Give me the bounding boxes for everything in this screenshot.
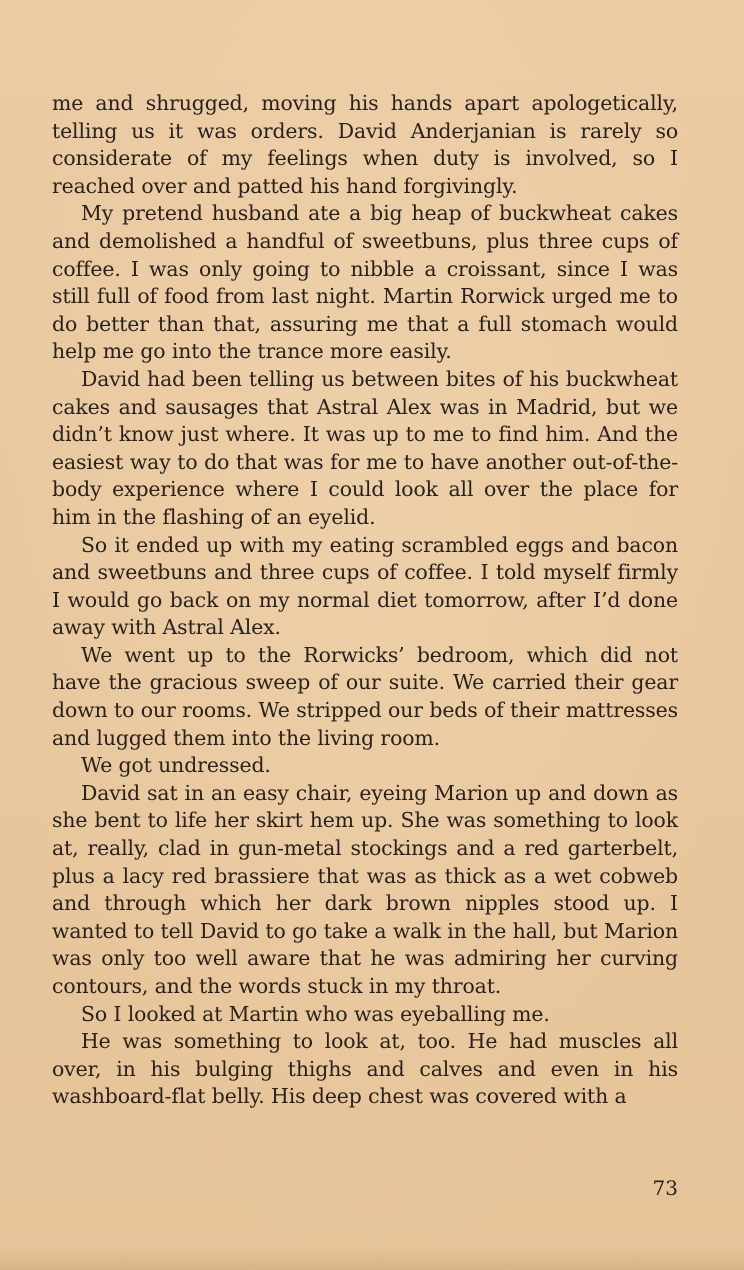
paragraph: me and shrugged, moving his hands apart apologetically, telling us it was orders. David Anderjanian is rarely so considerate of my feelings when duty is involved, so I reached over and patted his hand forgivingly.	[52, 91, 678, 198]
paragraph: So I looked at Martin who was eyeballing me.	[81, 1001, 550, 1026]
paragraph: David sat in an easy chair, eyeing Marion up and down as she bent to life her skirt hem up. She was something to look at, really, clad in gun-metal stockings and a red garterbelt, plus a lacy red brassiere that was as thick as a wet cobweb and through which her dark brown nipples stood up. I wanted to tell David to go take a walk in the hall, but Marion was only too well aware that he was admiring her curving contours, and the words stuck in my throat.	[52, 780, 678, 998]
page-body-text	[52, 90, 678, 1111]
paragraph: So it ended up with my eating scrambled eggs and bacon and sweetbuns and three cups of coffee. I told myself firmly I would go back on my normal diet tomorrow, after I’d done away with Astral Alex.	[52, 532, 678, 640]
paragraph: My pretend husband ate a big heap of buckwheat cakes and demolished a handful of sweetbuns, plus three cups of coffee. I was only going to nibble a croissant, since I was still full of food from last night. Martin Rorwick urged me to do better than that, assuring me that a full stomach would help me go into the trance more easily.	[52, 201, 678, 364]
paragraph: We went up to the Rorwicks’ bedroom, which did not have the gracious sweep of our suite. We carried their gear down to our rooms. We stripped our beds of their mattresses and lugged them into the living room.	[52, 642, 678, 750]
page-bottom-edge	[0, 1248, 744, 1270]
paragraph: We got undressed.	[81, 753, 271, 778]
paragraph: He was something to look at, too. He had muscles all over, in his bulging thighs and calves and even in his washboard-flat belly. His deep chest was covered with a	[52, 1029, 678, 1109]
page-number: 73	[652, 1176, 678, 1200]
paragraph: David had been telling us between bites of his buckwheat cakes and sausages that Astral Alex was in Madrid, but we didn’t know just where. It was up to me to find him. And the easiest way to do that was for me to have another out-of-the-body experience where I could look all over the place for him in the flashing of an eyelid.	[52, 366, 678, 529]
